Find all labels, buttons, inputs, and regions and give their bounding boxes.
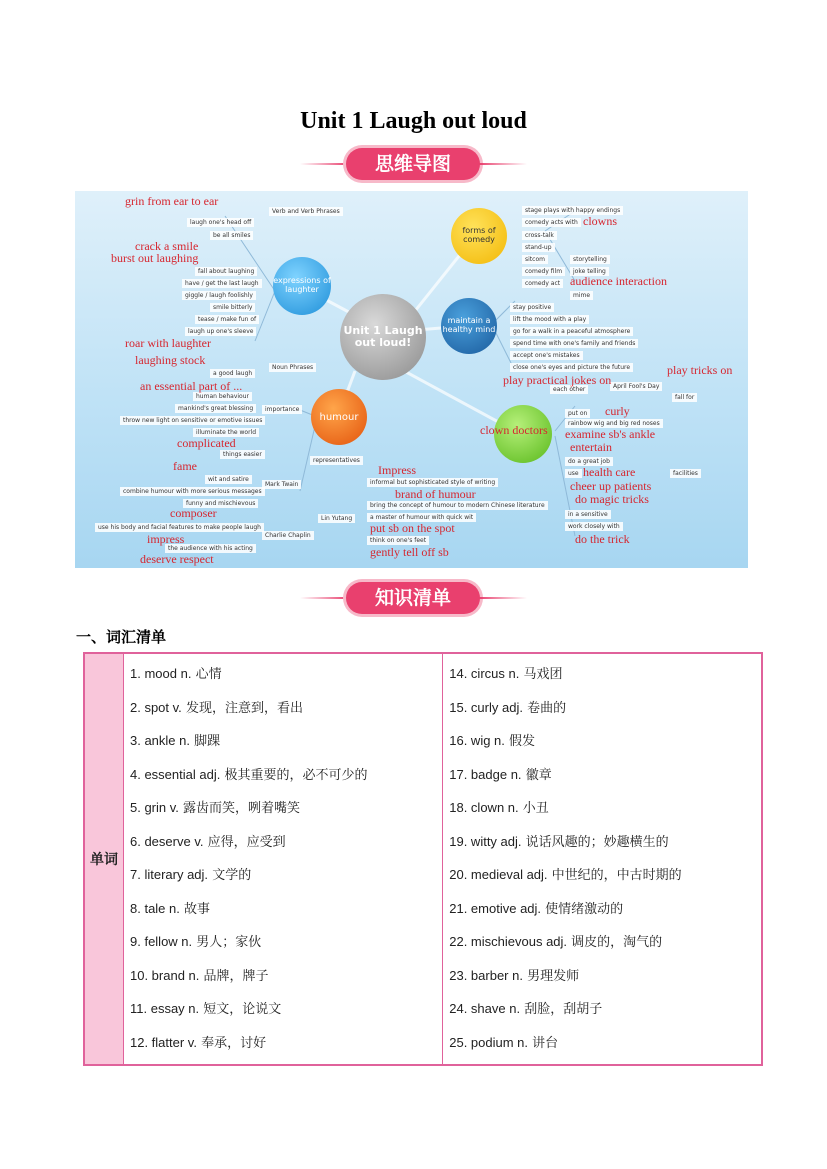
- forms-item: sitcom: [522, 255, 548, 264]
- answer-grin-from-ear: grin from ear to ear: [125, 194, 219, 208]
- group-label-nouns: Noun Phrases: [269, 363, 316, 372]
- answer-essential: an essential part of ...: [140, 379, 243, 393]
- vocab-item: 5. grin v. 露齿而笑，咧着嘴笑: [130, 800, 301, 816]
- vocab-item: 16. wig n. 假发: [449, 733, 536, 749]
- node-forms-of-comedy: forms of comedy: [451, 208, 507, 264]
- healthy-item: fall for: [672, 393, 697, 402]
- forms-item: comedy act: [522, 279, 563, 288]
- vocab-item: 1. mood n. 心情: [130, 666, 222, 682]
- vocab-item: 22. mischievous adj. 调皮的，淘气的: [449, 934, 663, 950]
- vocab-column-left: [124, 653, 443, 1065]
- vocab-item: 17. badge n. 徽章: [449, 766, 552, 783]
- left-item: fall about laughing: [195, 267, 257, 276]
- healthy-item: stay positive: [510, 303, 554, 312]
- answer-clown-doctors: clown doctors: [480, 423, 548, 437]
- group-label-representatives: representatives: [310, 456, 363, 465]
- vocab-item: 11. essay n. 短文，论说文: [130, 1001, 282, 1017]
- answer-clowns: clowns: [583, 214, 617, 228]
- answer-health-care: health care: [583, 465, 636, 479]
- answer-complicated: complicated: [177, 436, 236, 450]
- vocab-item: 15. curly adj. 卷曲的: [449, 699, 567, 716]
- healthy-item: spend time with one's family and friends: [510, 339, 638, 348]
- healthy-item: each other: [550, 385, 588, 394]
- mindmap-banner: [300, 146, 527, 182]
- healthy-item: April Fool's Day: [610, 382, 662, 391]
- doctor-item: put on: [565, 409, 590, 418]
- banner-line-right: [479, 597, 527, 599]
- forms-item: mime: [570, 291, 593, 300]
- vocab-side-label: 单词: [84, 653, 124, 1065]
- vocabulary-table: [83, 652, 763, 1066]
- answer-brand-humour: brand of humour: [395, 487, 476, 501]
- forms-item: storytelling: [570, 255, 610, 264]
- left-item: illuminate the world: [193, 428, 259, 437]
- left-item: things easier: [220, 450, 265, 459]
- mind-map: [75, 191, 748, 568]
- vocab-item: 25. podium n. 讲台: [449, 1034, 559, 1051]
- banner-line-left: [300, 597, 348, 599]
- node-expressions-of-laughter: expressions of laughter: [273, 257, 331, 315]
- answer-impressed: Impress: [378, 463, 416, 477]
- forms-item: cross-talk: [522, 231, 557, 240]
- answer-do-trick: do the trick: [575, 532, 630, 546]
- answer-play-tricks: play tricks on: [667, 363, 733, 377]
- forms-item: comedy acts with: [522, 218, 581, 227]
- vocab-item: 12. flatter v. 奉承，讨好: [130, 1034, 267, 1051]
- group-label-linyutang: Lin Yutang: [318, 514, 355, 523]
- vocab-item: 23. barber n. 男理发师: [449, 967, 580, 984]
- vocab-item: 21. emotive adj. 使情绪激动的: [449, 900, 624, 917]
- left-item: smile bitterly: [210, 303, 255, 312]
- vocab-item: 7. literary adj. 文学的: [130, 867, 252, 883]
- healthy-item: close one's eyes and picture the future: [510, 363, 633, 372]
- mindmap-banner-label: 思维导图: [346, 148, 480, 180]
- checklist-banner: [300, 580, 527, 616]
- answer-play-jokes: play practical jokes on: [503, 373, 612, 387]
- doctor-item: facilities: [670, 469, 701, 478]
- humour-item: informal but sophisticated style of writing: [367, 478, 498, 487]
- answer-fame: fame: [173, 459, 197, 473]
- answer-composer: composer: [170, 506, 217, 520]
- humour-item: bring the concept of humour to modern Chinese literature: [367, 501, 548, 510]
- answer-impress: impress: [147, 532, 185, 546]
- vocab-item: 14. circus n. 马戏团: [449, 666, 563, 682]
- answer-burst-laughing: burst out laughing: [111, 251, 199, 265]
- forms-item: comedy film: [522, 267, 565, 276]
- group-label-twain: Mark Twain: [262, 480, 301, 489]
- vocab-item: 2. spot v. 发现，注意到，看出: [130, 699, 303, 716]
- answer-put-spot: put sb on the spot: [370, 521, 455, 535]
- left-item: human behaviour: [193, 392, 252, 401]
- left-item: giggle / laugh foolishly: [182, 291, 256, 300]
- answer-gently-tell: gently tell off sb: [370, 545, 449, 559]
- node-maintain-healthy-mind: maintain a healthy mind: [441, 298, 497, 354]
- forms-item: joke telling: [570, 267, 609, 276]
- answer-audience-interaction: audience interaction: [570, 274, 667, 288]
- banner-line-right: [479, 163, 527, 165]
- left-item: throw new light on sensitive or emotive issues: [120, 416, 265, 425]
- left-item: a good laugh: [210, 369, 255, 378]
- humour-item: think on one's feet: [367, 536, 429, 545]
- vocab-item: 10. brand n. 品牌，牌子: [130, 967, 269, 984]
- answer-magic-tricks: do magic tricks: [575, 492, 649, 506]
- vocab-column-right: [443, 653, 762, 1065]
- left-item: tease / make fun of: [195, 315, 259, 324]
- forms-item: stage plays with happy endings: [522, 206, 623, 215]
- left-item: laugh up one's sleeve: [185, 327, 256, 336]
- left-item: the audience with his acting: [165, 544, 256, 553]
- vocab-item: 19. witty adj. 说话风趣的；妙趣横生的: [449, 833, 669, 850]
- humour-item: a master of humour with quick wit: [367, 513, 476, 522]
- center-node: Unit 1 Laugh out loud!: [340, 294, 426, 380]
- group-label-verbs: Verb and Verb Phrases: [269, 207, 343, 216]
- doctor-item: in a sensitive: [565, 510, 611, 519]
- doctor-item: do a great job: [565, 457, 613, 466]
- left-item: mankind's great blessing: [175, 404, 256, 413]
- vocab-item: 4. essential adj. 极其重要的，必不可少的: [130, 766, 368, 783]
- group-label-chaplin: Charlie Chaplin: [262, 531, 314, 540]
- forms-item: stand-up: [522, 243, 555, 252]
- page-title: Unit 1 Laugh out loud: [300, 108, 527, 134]
- vocab-item: 24. shave n. 刮脸，刮胡子: [449, 1001, 603, 1017]
- vocab-item: 3. ankle n. 脚踝: [130, 733, 221, 749]
- vocab-item: 18. clown n. 小丑: [449, 800, 549, 816]
- vocab-item: 9. fellow n. 男人；家伙: [130, 934, 262, 950]
- left-item: be all smiles: [210, 231, 253, 240]
- healthy-item: accept one's mistakes: [510, 351, 583, 360]
- answer-crack-smile: crack a smile: [135, 239, 199, 253]
- left-item: funny and mischievous: [183, 499, 258, 508]
- healthy-item: go for a walk in a peaceful atmosphere: [510, 327, 633, 336]
- left-item: have / get the last laugh: [182, 279, 262, 288]
- left-item: combine humour with more serious messages: [120, 487, 265, 496]
- group-label-importance: importance: [262, 405, 302, 414]
- vocab-item: 6. deserve v. 应得，应受到: [130, 833, 286, 850]
- doctor-item: rainbow wig and big red noses: [565, 419, 663, 428]
- section-heading-vocabulary: 一、词汇清单: [76, 628, 167, 646]
- vocab-item: 20. medieval adj. 中世纪的，中古时期的: [449, 867, 682, 883]
- answer-laughing-stock: laughing stock: [135, 353, 206, 367]
- answer-entertain: entertain: [570, 440, 612, 454]
- node-humour: humour: [311, 389, 367, 445]
- answer-examine-ankle: examine sb's ankle: [565, 427, 656, 441]
- left-item: use his body and facial features to make people laugh: [95, 523, 264, 532]
- answer-roar-laughter: roar with laughter: [125, 336, 211, 350]
- vocab-item: 8. tale n. 故事: [130, 900, 211, 917]
- answer-cheer-up: cheer up patients: [570, 479, 652, 493]
- doctor-item: work closely with: [565, 522, 623, 531]
- answer-curly: curly: [605, 404, 630, 418]
- doctor-item: use: [565, 469, 582, 478]
- banner-line-left: [300, 163, 348, 165]
- left-item: wit and satire: [205, 475, 252, 484]
- answer-deserve-respect: deserve respect: [140, 552, 214, 566]
- checklist-banner-label: 知识清单: [346, 582, 480, 614]
- healthy-item: lift the mood with a play: [510, 315, 589, 324]
- left-item: laugh one's head off: [187, 218, 254, 227]
